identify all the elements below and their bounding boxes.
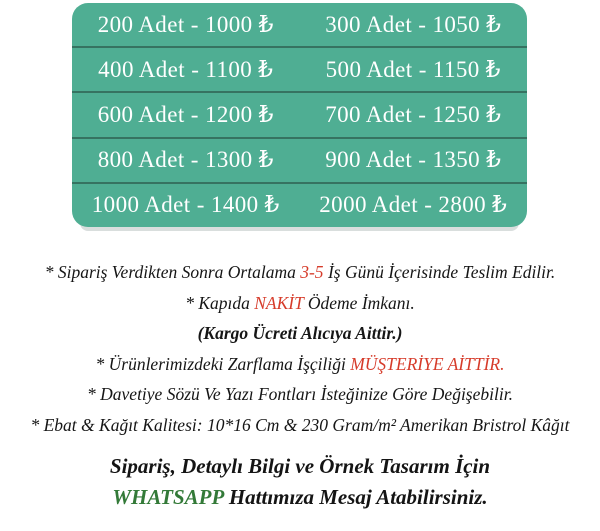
note-text: * Ebat & Kağıt Kalitesi: 10*16 Cm & 230 Gram/m² Amerikan Bristrol Kâğıt: [30, 414, 570, 435]
price-cell: 1000 Adet - 1400 ₺: [91, 192, 280, 218]
footer-contact: [0, 451, 600, 513]
note-text: * Davetiye Sözü Ve Yazı Fontları İsteğinize Göre Değişebilir.: [87, 384, 513, 404]
note-text: * Sipariş Verdikten Sonra Ortalama: [44, 262, 301, 282]
footer-line1: Sipariş, Detaylı Bilgi ve Örnek Tasarım İçin: [109, 454, 491, 478]
note-highlight: 3-5: [300, 262, 324, 282]
note-text: * Ürünlerimizdeki Zarflama İşçiliği: [95, 353, 351, 374]
price-cell: 400 Adet - 1100 ₺: [98, 56, 274, 82]
price-cell: 800 Adet - 1300 ₺: [97, 147, 274, 173]
note-text: İş Günü İçerisinde Teslim Edilir.: [323, 262, 556, 282]
price-cell: 500 Adet - 1150 ₺: [325, 56, 501, 82]
footer-line2: [0, 482, 600, 513]
footer-line2-rest: Hattımıza Mesaj Atabilirsiniz.: [223, 485, 488, 509]
price-row: [72, 46, 527, 91]
whatsapp-label: WHATSAPP: [112, 485, 224, 509]
note-delivery-time: [0, 257, 600, 288]
note-text: (Kargo Ücreti Alıcıya Aittir.): [197, 323, 403, 343]
price-cell: 600 Adet - 1200 ₺: [97, 102, 274, 127]
note-paper-quality: [0, 410, 600, 441]
note-highlight: NAKİT: [254, 292, 304, 313]
price-cell: 700 Adet - 1250 ₺: [325, 102, 502, 127]
price-cell: 200 Adet - 1000 ₺: [97, 11, 274, 37]
note-text: * Kapıda: [185, 292, 255, 313]
note-cash-payment: [0, 288, 600, 319]
price-table: [72, 3, 527, 227]
price-cell: 900 Adet - 1350 ₺: [325, 147, 502, 173]
price-cell: 2000 Adet - 2800 ₺: [319, 192, 508, 218]
price-row: [72, 137, 527, 182]
price-row: [72, 91, 527, 136]
note-text: Ödeme İmkanı.: [303, 292, 415, 313]
price-row: [72, 182, 527, 227]
note-shipping-fee: [0, 318, 600, 349]
note-envelope-labor: [0, 349, 600, 380]
note-highlight: MÜŞTERİYE AİTTİR.: [350, 353, 505, 374]
price-cell: 300 Adet - 1050 ₺: [325, 11, 502, 37]
notes-section: [0, 257, 600, 440]
note-custom-fonts: [0, 379, 600, 410]
price-row: [72, 3, 527, 46]
